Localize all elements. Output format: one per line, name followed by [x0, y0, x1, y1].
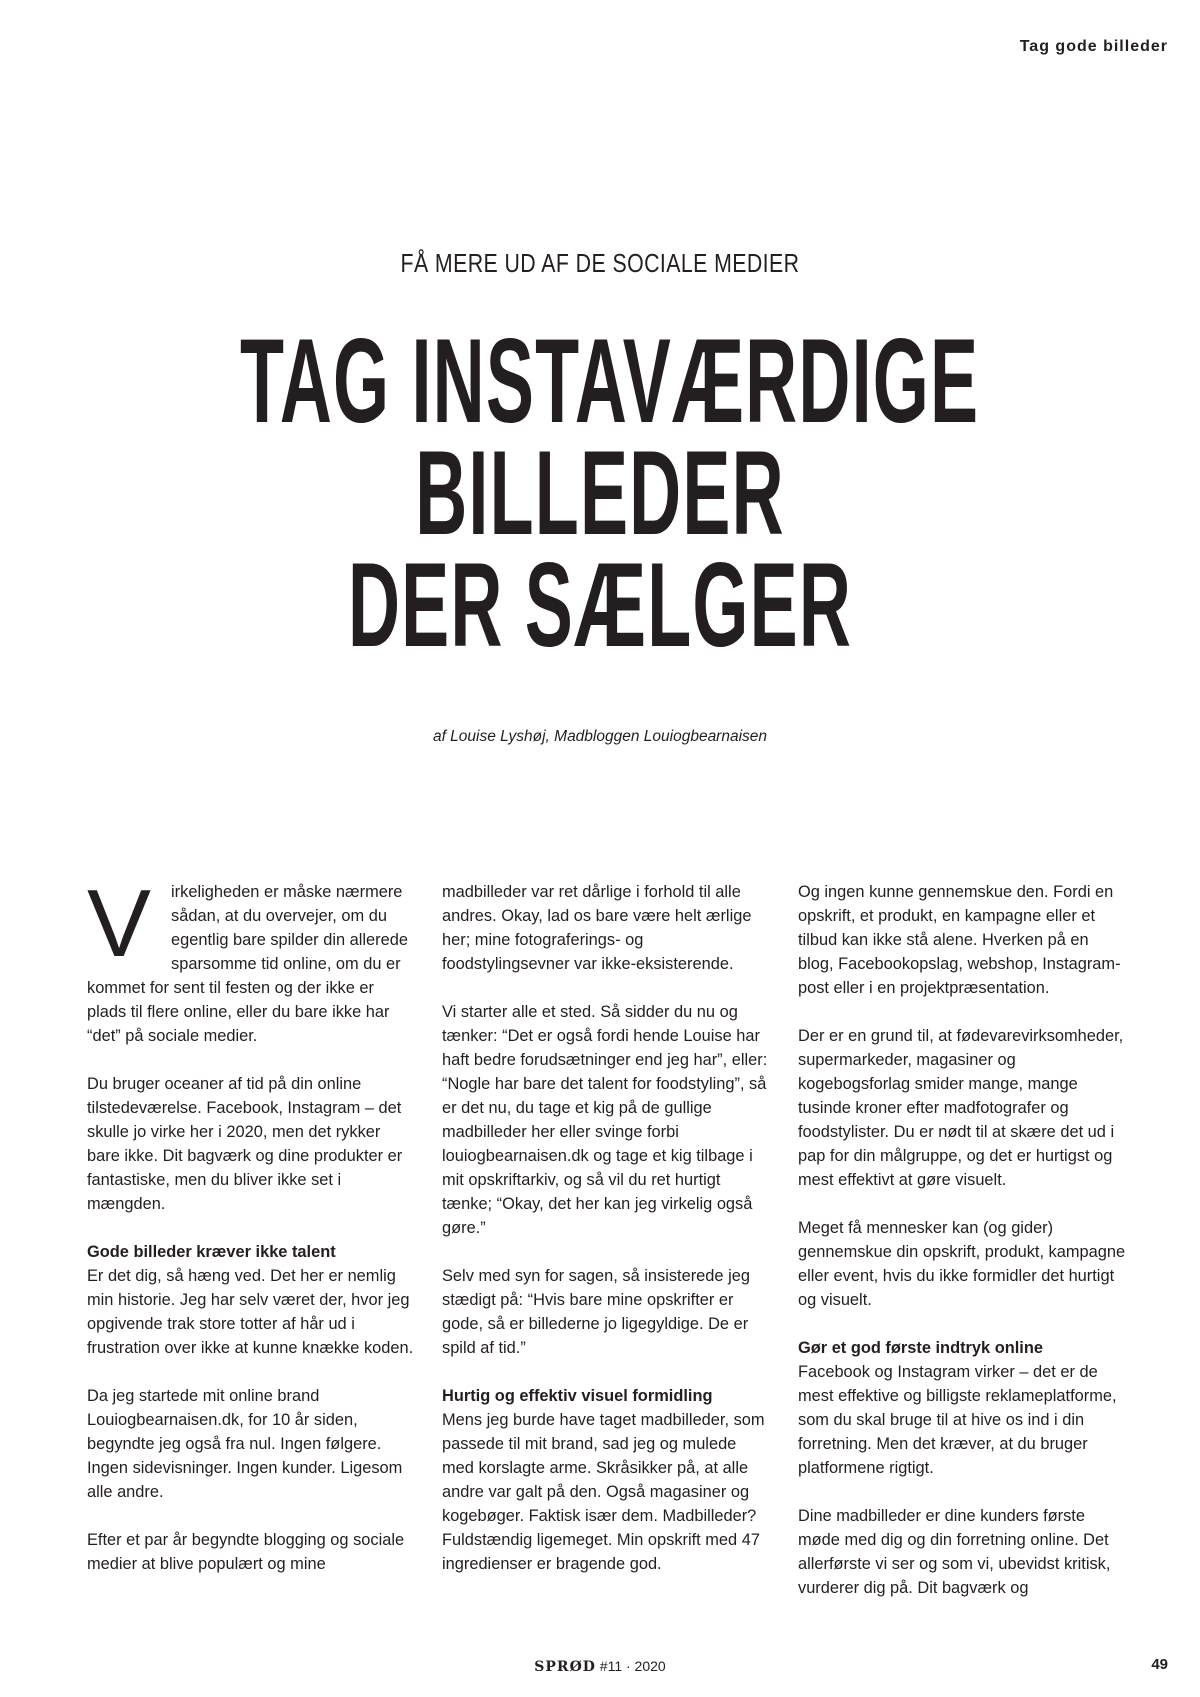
- paragraph: madbilleder var ret dårlige i forhold til alle andres. Okay, lad os bare være helt ærlige her; mine fotograferings- og foodstylingsevner var ikke-eksisterende.: [442, 883, 752, 973]
- headline-line-2: BILLEDER: [415, 426, 785, 560]
- paragraph: Og ingen kunne gennemskue den. Fordi en opskrift, et produkt, en kampagne eller et tilbud kan ikke stå alene. Hverken på en blog, Facebookopslag, webshop, Instagram-post eller i en projektpræsentation.: [798, 883, 1121, 997]
- headline-line-1: TAG INSTAVÆRDIGE: [240, 314, 980, 448]
- magazine-brand: SPRØD: [534, 1659, 596, 1675]
- issue-info: #11 · 2020: [599, 1658, 666, 1674]
- paragraph: Selv med syn for sagen, så insisterede jeg stædigt på: “Hvis bare mine opskrifter er gode, så er billederne jo ligegyldige. De er spild af tid.”: [442, 1267, 750, 1357]
- subheading: Gør et god første indtryk online: [798, 1339, 1043, 1357]
- drop-cap: V: [87, 870, 152, 977]
- folio: [0, 1658, 1200, 1675]
- headline-line-3: DER SÆLGER: [347, 538, 853, 672]
- paragraph: Da jeg startede mit online brand Louiogbearnaisen.dk, for 10 år siden, begyndte jeg også fra nul. Ingen følgere. Ingen sidevisninger. Ingen kunder. Ligesom alle andre.: [87, 1387, 403, 1501]
- paragraph: Dine madbilleder er dine kunders første møde med dig og din forretning online. Det allerførste vi ser og som vi, ubevidst kritisk, vurderer dig på. Dit bagværk og: [798, 1507, 1111, 1597]
- paragraph: Facebook og Instagram virker – det er de mest effektive og billigste reklameplatforme, som du skal bruge til at hive os ind i din forretning. Men det kræver, at du bruger platformene rigtigt.: [798, 1363, 1117, 1477]
- subheading: Hurtig og effektiv visuel formidling: [442, 1387, 713, 1405]
- paragraph: Vi starter alle et sted. Så sidder du nu og tænker: “Det er også fordi hende Louise har haft bedre forudsætninger end jeg har”, eller: “Nogle har bare det talent for foodstyling”, så er det nu, du tage et kig på de gullige madbilleder her eller svinge forbi louiogbearnaisen.dk og tage et kig tilbage i mit opskriftarkiv, og så vil du ret hurtigt tænke; “Okay, det her kan jeg virkelig også gøre.”: [442, 1003, 768, 1237]
- subheading: Gode billeder kræver ikke talent: [87, 1243, 336, 1261]
- paragraph: Er det dig, så hæng ved. Det her er nemlig min historie. Jeg har selv været der, hvor jeg opgivende trak store totter af hår ud i frustration over ikke at kunne knække koden.: [87, 1267, 414, 1357]
- paragraph: V irkeligheden er måske nærmere sådan, at du overvejer, om du egentlig bare spilder din allerede sparsomme tid online, om du er kommet for sent til festen og der ikke er plads til flere online, eller du bare ikke har “det” på sociale medier.: [87, 870, 408, 1045]
- paragraph: Efter et par år begyndte blogging og sociale medier at blive populært og mine: [87, 1531, 405, 1573]
- headline: [240, 314, 980, 672]
- paragraph: Mens jeg burde have taget madbilleder, som passede til mit brand, sad jeg og mulede med korslagte arme. Skråsikker på, at alle andre var galt på den. Også magasiner og kogebøger. Faktisk især dem. Madbilleder? Fuldstændig ligemeget. Min opskrift med 47 ingredienser er bragende god.: [442, 1411, 765, 1573]
- paragraph: Der er en grund til, at fødevarevirksomheder, supermarkeder, magasiner og kogebogsforlag smider mange, mange tusinde kroner efter madfotografer og foodstylister. Du er nødt til at skære det ud i pap for din målgruppe, og det er hurtigst og mest effektivt at gøre visuelt.: [798, 1027, 1124, 1189]
- page-number: 49: [1151, 1656, 1168, 1673]
- article-column-2: [442, 880, 770, 1576]
- article-column-1: [87, 870, 415, 1576]
- paragraph: Du bruger oceaner af tid på din online tilstedeværelse. Facebook, Instagram – det skulle jo virke her i 2020, men det rykker bare ikke. Dit bagværk og dine produkter er fantastiske, men du bliver ikke set i mængden.: [87, 1075, 403, 1213]
- kicker: FÅ MERE UD AF DE SOCIALE MEDIER: [400, 248, 800, 278]
- paragraph: Meget få mennesker kan (og gider) gennemskue din opskrift, produkt, kampagne eller event, hvis du ikke formidler det hurtigt og visuelt.: [798, 1219, 1126, 1309]
- article-column-3: [798, 880, 1126, 1600]
- running-head: Tag gode billeder: [1019, 38, 1168, 55]
- byline: af Louise Lyshøj, Madbloggen Louiogbearnaisen: [432, 728, 768, 745]
